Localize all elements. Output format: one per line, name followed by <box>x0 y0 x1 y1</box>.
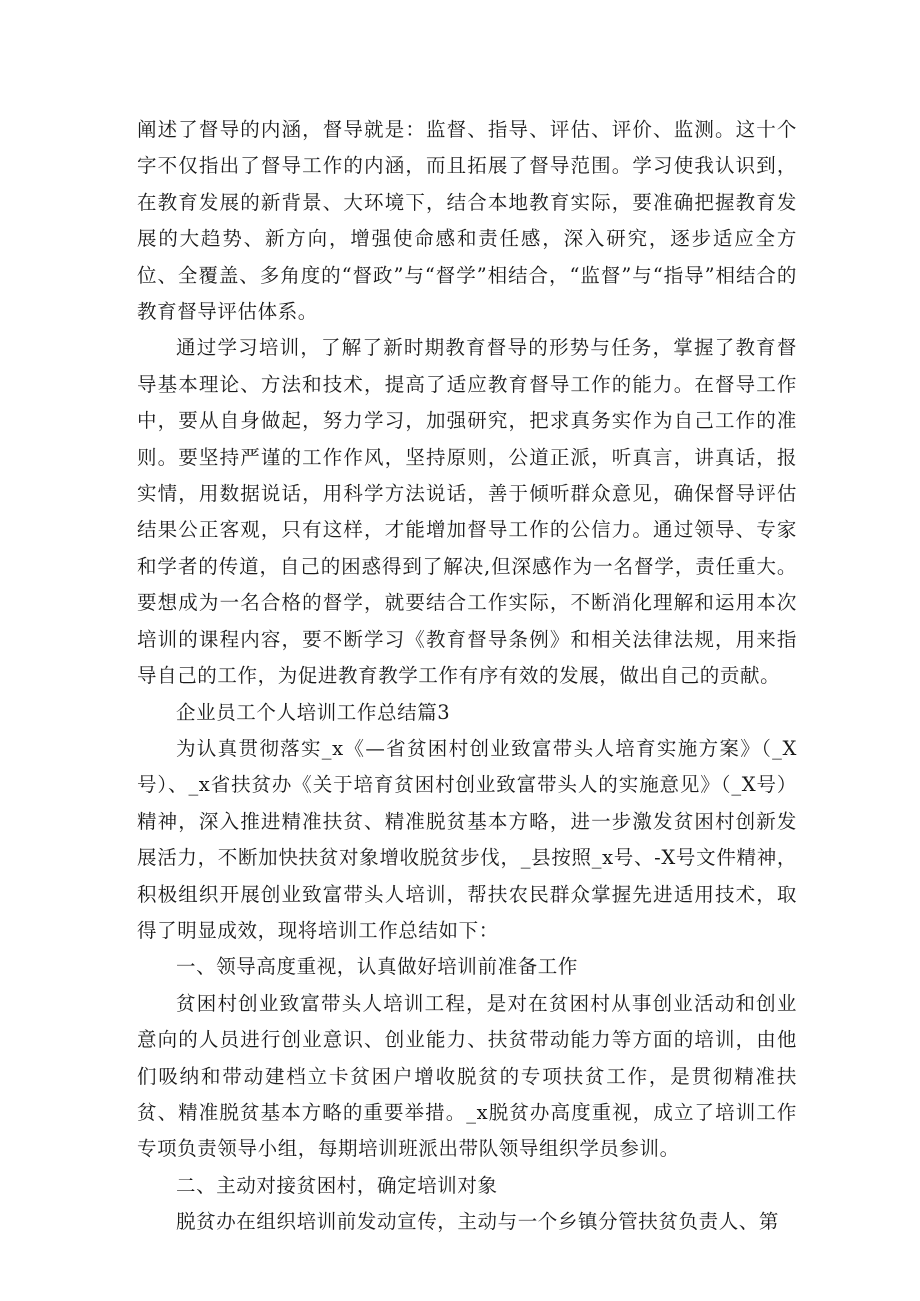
paragraph-3: 为认真贯彻落实_x《—省贫困村创业致富带头人培育实施方案》（_X号）、_x省扶贫办《关于培育贫困村创业致富带头人的实施意见》（_X号）精神，深入推进精准扶贫、精准脱贫基本方略，进一步激发贫困村创新发展活力，不断加快扶贫对象增收脱贫步伐，_县按照_x号、-X号文件精神，积极组织开展创业致富带头人培训，帮扶农民群众掌握先进适用技术，取得了明显成效，现将培训工作总结如下： <box>137 736 797 942</box>
subheading-2: 二、主动对接贫困村，确定培训对象 <box>176 1173 498 1197</box>
paragraph-5: 脱贫办在组织培训前发动宣传，主动与一个乡镇分管扶贫负责人、第 <box>176 1210 780 1234</box>
document-body <box>137 112 797 1241</box>
paragraph-2: 通过学习培训，了解了新时期教育督导的形势与任务，掌握了教育督导基本理论、方法和技术，提高了适应教育督导工作的能力。在督导工作中，要从自身做起，努力学习，加强研究，把求真务实作为自己工作的准则。要坚持严谨的工作作风，坚持原则，公道正派，听真言，讲真话，报实情，用数据说话，用科学方法说话，善于倾听群众意见，确保督导评估结果公正客观，只有这样，才能增加督导工作的公信力。通过领导、专家和学者的传道，自己的困惑得到了解决,但深感作为一名督学，责任重大。要想成为一名合格的督学，就要结合工作实际，不断消化理解和运用本次培训的课程内容，要不断学习《教育督导条例》和相关法律法规，用来指导自己的工作，为促进教育教学工作有序有效的发展，做出自己的贡献。 <box>137 336 797 688</box>
paragraph-1: 阐述了督导的内涵，督导就是：监督、指导、评估、评价、监测。这十个字不仅指出了督导工作的内涵，而且拓展了督导范围。学习使我认识到，在教育发展的新背景、大环境下，结合本地教育实际，要准确把握教育发展的大趋势、新方向，增强使命感和责任感，深入研究，逐步适应全方位、全覆盖、多角度的“督政”与“督学”相结合，“监督”与“指导”相结合的教育督导评估体系。 <box>137 118 797 324</box>
paragraph-4: 贫困村创业致富带头人培训工程，是对在贫困村从事创业活动和创业意向的人员进行创业意识、创业能力、扶贫带动能力等方面的培训，由他们吸纳和带动建档立卡贫困户增收脱贫的专项扶贫工作，是贯彻精准扶贫、精准脱贫基本方略的重要举措。_x脱贫办高度重视，成立了培训工作专项负责领导小组，每期培训班派出带队领导组织学员参训。 <box>137 991 797 1161</box>
subheading-1: 一、领导高度重视，认真做好培训前准备工作 <box>176 955 579 979</box>
section-heading-part-3: 企业员工个人培训工作总结篇3 <box>176 700 451 724</box>
